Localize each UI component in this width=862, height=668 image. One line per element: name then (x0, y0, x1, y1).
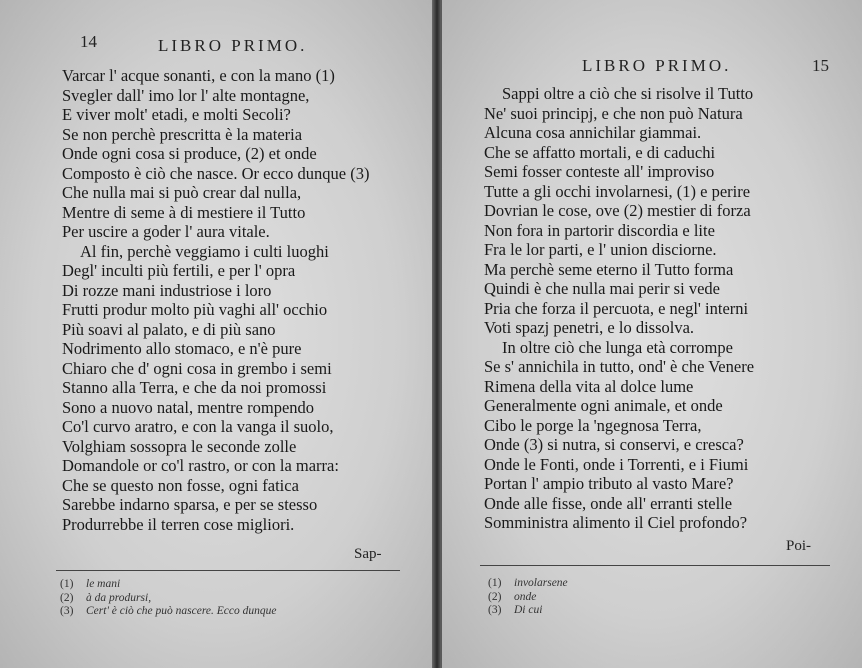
verse-line: Ne' suoi principj, e che non può Natura (484, 103, 743, 123)
footnote (60, 605, 276, 619)
verse-line: Sarebbe indarno sparsa, e per se stesso (62, 495, 318, 514)
footnote-number: (2) (488, 590, 502, 603)
verse-line: Frutti produr molto più vaghi all' occhio (62, 300, 328, 319)
verse-line: In oltre ciò che lunga età corrompe (502, 337, 733, 357)
footnote (488, 604, 568, 618)
footnote (60, 578, 276, 592)
footnote-text: Cert' è ciò che può nascere. Ecco dunque (86, 605, 277, 617)
verse-block (484, 84, 754, 533)
footnote-text: Di cui (514, 604, 543, 616)
verse-block (62, 66, 369, 534)
footnote (60, 592, 276, 606)
verse-line: Somministra alimento il Ciel profondo? (484, 513, 748, 532)
running-head: LIBRO PRIMO. (582, 56, 732, 75)
verse-line: Produrrebbe il terren cose migliori. (62, 514, 295, 534)
running-head: LIBRO PRIMO. (158, 36, 308, 55)
footnote (488, 591, 568, 605)
verse-line: Fra le lor parti, e l' union disciorne. (484, 240, 717, 259)
verse-line: Di rozze mani industriose i loro (62, 280, 272, 300)
verse-line: Che se affatto mortali, e di caduchi (484, 142, 716, 162)
verse-line: Che nulla mai si può crear dal nulla, (62, 183, 302, 202)
verse-line: Ma perchè seme eterno il Tutto forma (484, 259, 734, 279)
verse-line: Chiaro che d' ogni cosa in grembo i semi (62, 358, 332, 378)
verse-line: Co'l curvo aratro, e con la vanga il suolo, (62, 417, 334, 436)
footnotes (60, 578, 276, 619)
verse-line: Onde ogni cosa si produce, (2) et onde (62, 144, 317, 163)
right-page (440, 0, 862, 668)
verse-line: Composto è ciò che nasce. Or ecco dunque (3) (62, 163, 370, 183)
verse-line: Cibo le porge la 'ngegnosa Terra, (484, 415, 702, 435)
verse-line: Semi fosser conteste all' improviso (484, 162, 715, 181)
catchword: Sap- (354, 546, 382, 562)
footnote-text: à da prodursi, (86, 591, 152, 604)
verse-line: Non fora in partorir discordia e lite (484, 220, 715, 240)
page-number: 15 (812, 56, 829, 75)
footnote-number: (1) (60, 578, 74, 590)
verse-line: Pria che forza il percuota, e negl' interni (484, 298, 749, 318)
footnotes (488, 577, 568, 618)
verse-line: Volghiam sossopra le seconde zolle (62, 436, 297, 456)
footnote-rule (56, 570, 400, 571)
verse-line: Domandole or co'l rastro, or con la marra: (62, 456, 339, 475)
verse-line: Mentre di seme à di mestiere il Tutto (62, 202, 306, 222)
verse-line: Degl' inculti più fertili, e per l' opra (62, 261, 296, 280)
verse-line: E viver molt' etadi, e molti Secoli? (62, 105, 291, 124)
verse-line: Dovrian le cose, ove (2) mestier di forza (484, 201, 751, 220)
footnote-rule (480, 565, 830, 566)
verse-line: Portan l' ampio tributo al vasto Mare? (484, 474, 734, 493)
verse-line: Stanno alla Terra, e che da noi promossi (62, 378, 327, 397)
verse-line: Se non perchè prescritta è la materia (62, 124, 303, 144)
footnote-text: onde (514, 590, 537, 603)
verse-line: Tutte a gli occhi involarnesi, (1) e perire (484, 181, 751, 201)
verse-line: Onde le Fonti, onde i Torrenti, e i Fiumi (484, 454, 749, 474)
verse-line: Varcar l' acque sonanti, e con la mano (1) (62, 66, 335, 85)
verse-line: Voti spazj penetri, e lo dissolva. (484, 318, 695, 337)
footnote-number: (3) (488, 604, 502, 616)
verse-line: Se s' annichila in tutto, ond' è che Venere (484, 357, 755, 376)
verse-line: Nodrimento allo stomaco, e n'è pure (62, 339, 302, 358)
verse-line: Quindi è che nulla mai perir si vede (484, 279, 720, 298)
verse-line: Sono a nuovo natal, mentre rompendo (62, 397, 315, 417)
footnote-text: le mani (86, 578, 121, 590)
footnote-text: involarsene (514, 577, 568, 589)
catchword: Poi- (786, 538, 812, 554)
verse-line: Per uscire a goder l' aura vitale. (62, 222, 270, 241)
footnote (488, 577, 568, 591)
verse-line: Onde (3) si nutra, si conservi, e cresca? (484, 435, 744, 454)
footnote-number: (1) (488, 577, 502, 589)
page-number: 14 (80, 32, 97, 51)
footnote-number: (3) (60, 605, 74, 617)
verse-line: Onde alle fisse, onde all' erranti stelle (484, 493, 733, 513)
verse-line: Più soavi al palato, e di più sano (62, 319, 276, 339)
verse-line: Sappi oltre a ciò che si risolve il Tutto (502, 84, 754, 103)
verse-line: Che se questo non fosse, ogni fatica (62, 475, 299, 495)
verse-line: Generalmente ogni animale, et onde (484, 396, 723, 415)
verse-line: Svegler dall' imo lor l' alte montagne, (62, 85, 310, 105)
verse-line: Al fin, perchè veggiamo i culti luoghi (80, 241, 329, 261)
verse-line: Rimena della vita al dolce lume (484, 376, 694, 396)
footnote-number: (2) (60, 591, 74, 604)
verse-line: Alcuna cosa annichilar giammai. (484, 123, 702, 142)
